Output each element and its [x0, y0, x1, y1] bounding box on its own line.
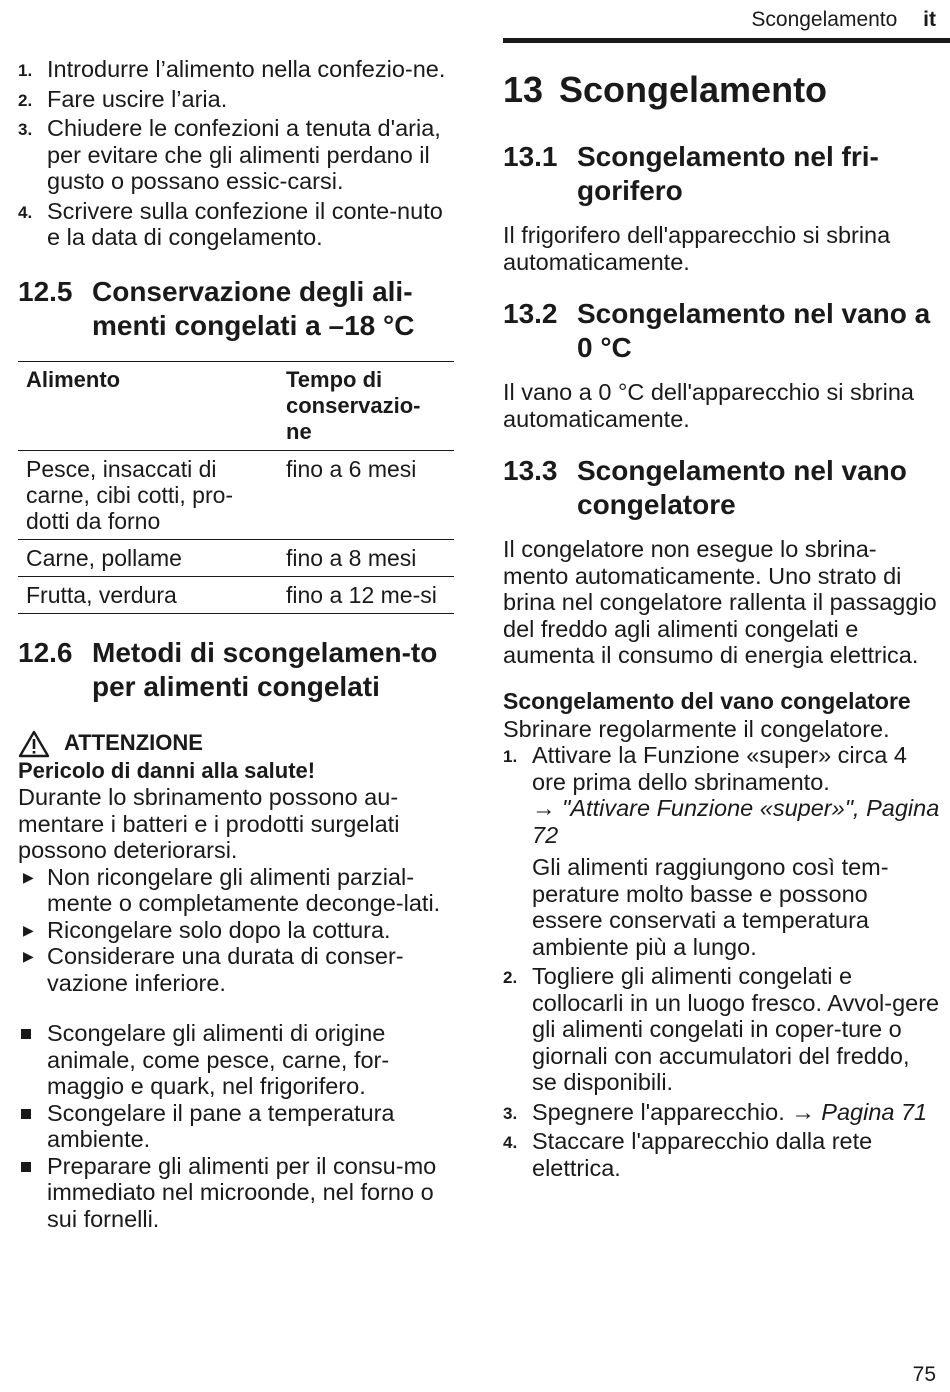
section-title: Conservazione degli ali-menti congelati a –18 °C	[92, 275, 415, 341]
list-item	[503, 963, 940, 1096]
list-item	[18, 864, 454, 917]
list-item	[503, 1128, 940, 1181]
cross-reference-link[interactable]: → Pagina 71	[791, 1098, 928, 1125]
list-item	[503, 1099, 940, 1126]
step-text: Introdurre l’alimento nella confezio-ne.	[47, 56, 446, 82]
section-heading-12-5	[18, 275, 454, 343]
warning-box	[18, 730, 454, 997]
right-column	[503, 68, 940, 1184]
table-row	[18, 450, 454, 539]
column-header-storage-time: Tempo di conservazio-ne	[286, 366, 421, 444]
bullet-text: Scongelare gli alimenti di origine animale, come pesce, carne, for-maggio e quark, nel frigorifero.	[47, 1020, 390, 1099]
section-title: Scongelamento nel fri-gorifero	[577, 141, 879, 206]
header-rule	[503, 38, 950, 43]
step-number: 4.	[18, 202, 33, 222]
step-text: Togliere gli alimenti congelati e collocarli in un luogo fresco. Avvol-gere gli alimenti congelati in coper-ture o giornali con accumulatori del freddo, se disponibili.	[532, 963, 940, 1095]
step-number: 4.	[503, 1133, 518, 1152]
subheading: Scongelamento del vano congelatore	[503, 687, 911, 714]
thawing-methods	[18, 1020, 454, 1232]
warning-label: ATTENZIONE	[64, 730, 203, 756]
warning-title	[18, 730, 454, 758]
table-row	[18, 576, 454, 613]
section-title: Metodi di scongelamen-to per alimenti congelati	[92, 636, 438, 702]
section-text: Il vano a 0 °C dell'apparecchio si sbrina automaticamente.	[503, 379, 914, 432]
list-item	[18, 198, 454, 251]
bullet-text: Scongelare il pane a temperatura ambiente.	[47, 1099, 395, 1152]
column-header-food: Alimento	[26, 366, 121, 392]
section-heading-13-2	[503, 297, 940, 365]
step-number: 3.	[18, 120, 33, 139]
step-text: Spegnere l'apparecchio.	[532, 1098, 785, 1125]
bullet-text: Non ricongelare gli alimenti parzial-mente o completamente deconge-lati.	[47, 863, 441, 916]
step-number: 2.	[18, 90, 33, 110]
section-heading-13-1	[503, 140, 940, 208]
step-number: 2.	[503, 968, 518, 987]
section-title: Scongelamento nel vano congelatore	[577, 455, 907, 520]
chapter-number: 13	[503, 69, 544, 110]
chapter-title: Scongelamento	[559, 69, 828, 110]
list-item	[18, 943, 454, 996]
defrost-steps	[503, 742, 940, 1181]
triangle-bullet-icon: ▶	[23, 921, 34, 938]
triangle-bullet-icon: ▶	[23, 868, 34, 885]
storage-times-table	[18, 361, 454, 614]
section-text: Il frigorifero dell'apparecchio si sbrina automaticamente.	[503, 222, 891, 275]
header-section-title: Scongelamento	[751, 8, 898, 31]
step-note: Gli alimenti raggiungono così tem-perature molto basse e possono essere conservati a temperatura ambiente più a lungo.	[532, 854, 889, 960]
step-text: Chiudere le confezioni a tenuta d'aria, per evitare che gli alimenti perdano il gusto o possano essic-carsi.	[47, 115, 441, 194]
section-text: Il congelatore non esegue lo sbrina-mento automaticamente. Uno strato di brina nel congelatore rallenta il passaggio del freddo agli alimenti congelati e aumenta il consumo di energia elettrica.	[503, 536, 937, 668]
list-item	[18, 1153, 454, 1233]
bullet-text: Considerare una durata di conser-vazione inferiore.	[47, 943, 404, 996]
table-cell: fino a 12 me-si	[286, 581, 437, 608]
list-item	[18, 1020, 454, 1100]
section-title: Scongelamento nel vano a 0 °C	[577, 298, 931, 363]
step-number: 1.	[18, 61, 33, 80]
header-language-code: it	[923, 8, 936, 31]
intro-text: Sbrinare regolarmente il congelatore.	[503, 715, 890, 742]
step-number: 3.	[503, 1103, 518, 1123]
warning-measures	[18, 864, 454, 997]
running-header	[751, 8, 936, 32]
section-number: 12.6	[18, 636, 73, 668]
step-number: 1.	[503, 747, 518, 766]
list-item	[503, 742, 940, 960]
warning-text: Durante lo sbrinamento possono au-mentare i batteri e i prodotti surgelati possono deteriorarsi.	[18, 784, 400, 863]
section-number: 13.1	[503, 141, 558, 172]
bullet-text: Preparare gli alimenti per il consu-mo immediato nel microonde, nel forno o sui fornelli.	[47, 1152, 437, 1232]
square-bullet-icon	[21, 1109, 31, 1119]
square-bullet-icon	[21, 1162, 31, 1172]
list-item	[18, 917, 454, 944]
warning-subtitle: Pericolo di danni alla salute!	[18, 757, 316, 783]
step-text: Scrivere sulla confezione il conte-nuto e la data di congelamento.	[47, 197, 443, 250]
table-cell: Carne, pollame	[26, 544, 182, 571]
page-number: 75	[912, 1363, 936, 1386]
list-item	[18, 115, 454, 195]
list-item	[18, 56, 454, 83]
step-text: Fare uscire l’aria.	[47, 85, 228, 112]
table-header-row	[18, 361, 454, 450]
table-cell: fino a 8 mesi	[286, 544, 417, 571]
step-text: Attivare la Funzione «super» circa 4 ore prima dello sbrinamento.	[532, 742, 907, 795]
section-number: 12.5	[18, 275, 73, 307]
table-cell: Frutta, verdura	[26, 581, 177, 608]
chapter-heading	[503, 68, 940, 112]
section-number: 13.3	[503, 455, 558, 486]
list-item	[18, 86, 454, 113]
list-item	[18, 1100, 454, 1153]
bullet-text: Ricongelare solo dopo la cottura.	[47, 916, 391, 943]
triangle-bullet-icon: ▶	[23, 948, 34, 964]
table-cell: fino a 6 mesi	[286, 455, 417, 482]
table-cell: Pesce, insaccati di carne, cibi cotti, pro-dotti da forno	[26, 455, 234, 534]
freezing-steps	[18, 56, 454, 251]
square-bullet-icon	[21, 1029, 31, 1039]
section-heading-13-3	[503, 454, 940, 522]
section-number: 13.2	[503, 298, 558, 329]
section-heading-12-6	[18, 636, 454, 704]
warning-triangle-icon	[18, 730, 50, 758]
table-row	[18, 539, 454, 576]
left-column	[18, 56, 454, 1232]
step-text: Staccare l'apparecchio dalla rete elettrica.	[532, 1128, 873, 1181]
cross-reference-link[interactable]: → "Attivare Funzione «super»", Pagina 72	[532, 795, 940, 848]
